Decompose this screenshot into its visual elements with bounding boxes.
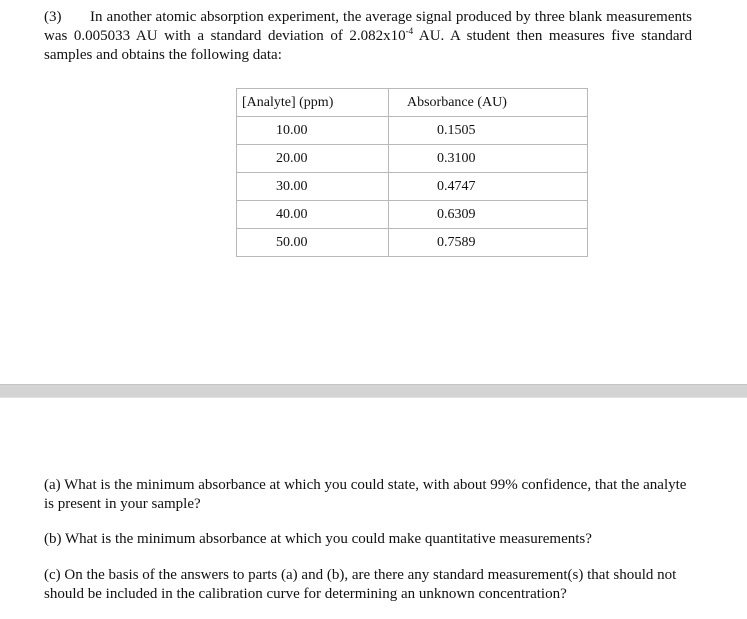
question-a: (a) What is the minimum absorbance at which you could state, with about 99% confidence, that the analyte is present in your sample? <box>44 477 687 512</box>
cell-absorbance: 0.4747 <box>389 173 588 201</box>
cell-concentration: 20.00 <box>237 145 389 173</box>
cell-concentration: 50.00 <box>237 229 389 257</box>
table-row <box>237 229 588 257</box>
column-header-analyte: [Analyte] (ppm) <box>237 89 389 117</box>
page-break-divider <box>0 384 747 398</box>
exponent: -4 <box>405 26 414 36</box>
calibration-data-table <box>236 88 588 257</box>
table-header-row <box>237 89 588 117</box>
cell-absorbance: 0.3100 <box>389 145 588 173</box>
question-b: (b) What is the minimum absorbance at which you could make quantitative measurements? <box>44 531 592 547</box>
question-c: (c) On the basis of the answers to parts (a) and (b), are there any standard measurement(s) that should not should be included in the calibration curve for determining an unknown concentration? <box>44 567 677 602</box>
cell-concentration: 10.00 <box>237 117 389 145</box>
column-header-absorbance: Absorbance (AU) <box>389 89 588 117</box>
problem-intro-text: In another atomic absorption experiment, the average signal produced by three blank measurements was 0.005033 AU with a standard deviation of 2.082x10 <box>44 9 692 44</box>
cell-concentration: 40.00 <box>237 201 389 229</box>
problem-intro <box>44 8 692 65</box>
table-row <box>237 117 588 145</box>
table-row <box>237 201 588 229</box>
cell-absorbance: 0.6309 <box>389 201 588 229</box>
cell-absorbance: 0.1505 <box>389 117 588 145</box>
table-row <box>237 145 588 173</box>
problem-number: (3) <box>44 9 62 25</box>
problem-intro-text-end: AU. A student then measures five standard samples and obtains the following data: <box>44 28 692 63</box>
cell-absorbance: 0.7589 <box>389 229 588 257</box>
cell-concentration: 30.00 <box>237 173 389 201</box>
table-row <box>237 173 588 201</box>
